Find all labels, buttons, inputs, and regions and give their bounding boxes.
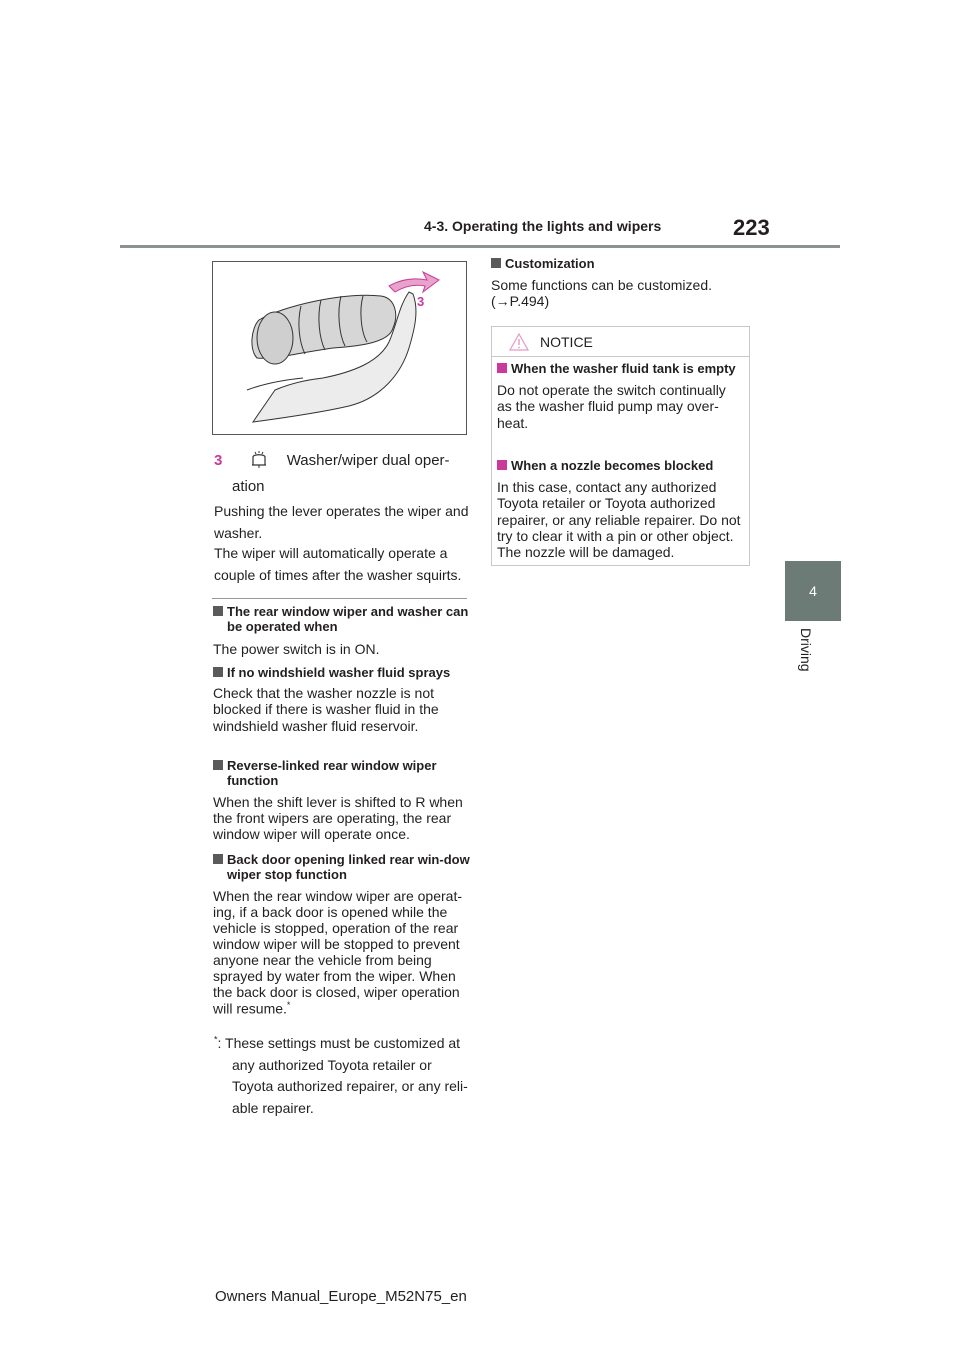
warning-triangle-icon <box>509 333 529 351</box>
chapter-tab <box>785 561 841 621</box>
heading-square-icon <box>497 363 507 373</box>
wiper-lever-figure <box>212 261 467 435</box>
info-section <box>213 604 471 657</box>
notice-item <box>497 458 747 560</box>
step-title-line1: Washer/wiper dual oper- <box>286 452 450 469</box>
section-title: 4-3. Operating the lights and wipers <box>424 218 662 234</box>
info-section <box>213 758 471 842</box>
info-section <box>213 852 473 1017</box>
info-heading: If no windshield washer fluid sprays <box>213 665 471 680</box>
step-heading <box>214 449 474 469</box>
customization-body: Some functions can be customized. (→P.494) <box>491 277 713 310</box>
info-body: The power switch is in ON. <box>213 640 380 657</box>
customization-section <box>491 256 751 310</box>
info-heading: Reverse-linked rear window wiper function <box>213 758 471 789</box>
notice-body: In this case, contact any authorized Toyota retailer or Toyota authorized repairer, or any reliable repairer. Do not try to clear it with a pin or other object. The nozzle will be damaged. <box>497 479 741 560</box>
heading-square-icon <box>497 460 507 470</box>
footnote: *: These settings must be customized at any authorized Toyota retailer or Toyota authorized repairer, or any reli-able repairer. <box>214 1034 468 1117</box>
notice-heading: When a nozzle becomes blocked <box>497 458 747 473</box>
customization-heading: Customization <box>491 256 751 271</box>
footnote-mark: * <box>286 1000 291 1011</box>
chapter-label: Driving <box>798 628 814 672</box>
notice-title: NOTICE <box>540 334 593 350</box>
heading-square-icon <box>213 667 223 677</box>
notice-separator <box>491 356 750 357</box>
step-paragraph: Pushing the lever operates the wiper and washer. <box>214 503 469 541</box>
heading-square-icon <box>213 760 223 770</box>
info-section <box>213 665 471 734</box>
info-heading: The rear window wiper and washer can be operated when <box>213 604 471 635</box>
page-number: 223 <box>733 215 770 240</box>
info-body: Check that the washer nozzle is not blocked if there is washer fluid in the windshield washer fluid reservoir. <box>213 685 439 734</box>
heading-square-icon <box>491 258 501 268</box>
step-number: 3 <box>214 452 223 469</box>
notice-item <box>497 361 743 431</box>
wiper-lever-illustration <box>213 262 466 434</box>
figure-callout: 3 <box>417 294 425 309</box>
info-body: When the shift lever is shifted to R when the front wipers are operating, the rear window wiper will operate once. <box>213 793 463 842</box>
heading-square-icon <box>213 606 223 616</box>
notice-body: Do not operate the switch continually as the washer fluid pump may over-heat. <box>497 382 726 431</box>
washer-wiper-dual-icon <box>249 449 269 469</box>
footer-text: Owners Manual_Europe_M52N75_en <box>215 1288 467 1305</box>
info-body: When the rear window wiper are operat-ing, if a back door is opened while the vehicle is stopped, operation of the rear window wiper will be stopped to prevent anyone near the vehicle from being sprayed by water from the wiper. When the back door is closed, wiper operation will resume.* <box>213 887 463 1017</box>
notice-heading: When the washer fluid tank is empty <box>497 361 743 376</box>
header-rule <box>120 245 840 248</box>
info-heading: Back door opening linked rear win-dow wiper stop function <box>213 852 473 883</box>
step-title-line2: ation <box>232 478 265 495</box>
step-paragraph: The wiper will automatically operate a couple of times after the washer squirts. <box>214 545 462 583</box>
heading-square-icon <box>213 854 223 864</box>
chapter-number: 4 <box>809 583 817 599</box>
section-divider <box>212 598 467 599</box>
